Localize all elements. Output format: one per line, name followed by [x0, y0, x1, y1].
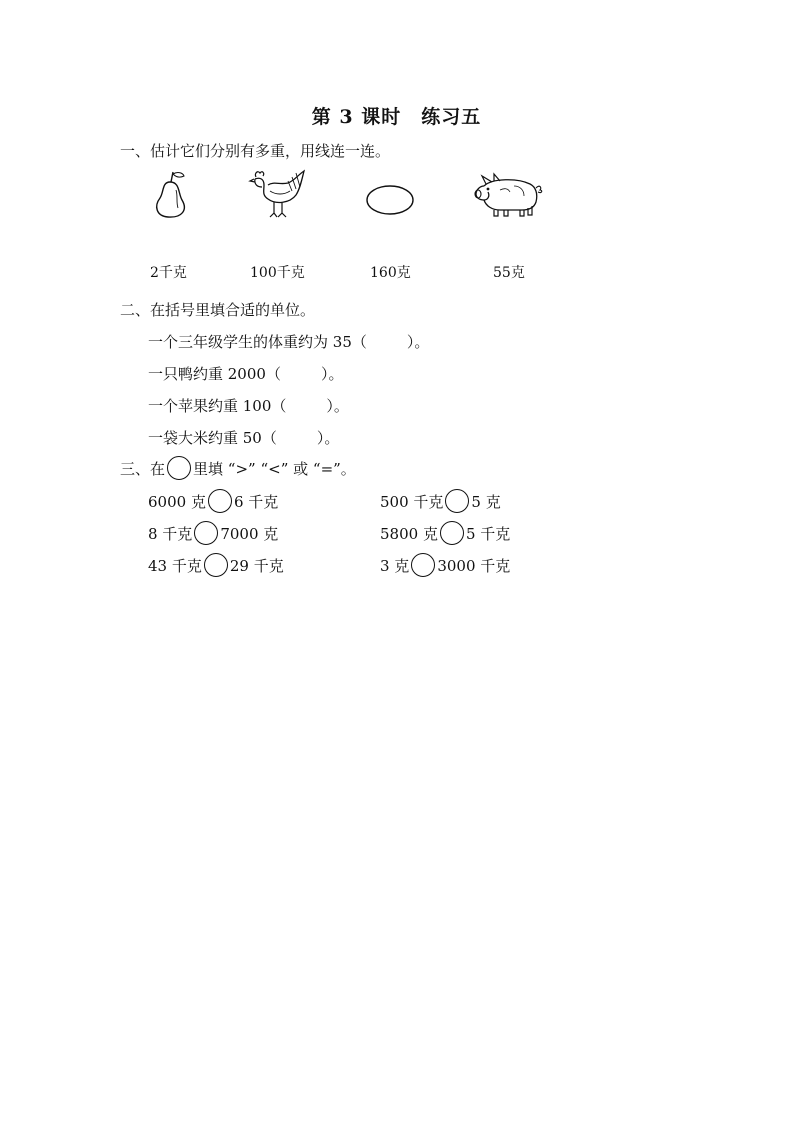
compare-left: 8 千克: [148, 525, 193, 543]
circle-icon: [167, 456, 191, 480]
answer-circle[interactable]: [440, 521, 464, 545]
fill-item: [148, 331, 429, 352]
pear-icon: [148, 168, 194, 220]
answer-circle[interactable]: [208, 489, 232, 513]
item-text: ）。: [320, 365, 344, 383]
compare-right: 5 克: [471, 493, 501, 511]
hen-icon: [246, 165, 310, 221]
compare-right: 29 千克: [229, 557, 284, 575]
compare-item: [380, 523, 510, 547]
answer-circle[interactable]: [194, 521, 218, 545]
weight-label: 160克: [370, 265, 411, 281]
weight-label: 100千克: [250, 265, 305, 281]
pig-icon: [470, 172, 546, 218]
item-text: ）。: [326, 397, 349, 415]
item-text: 一个苹果约重 100（: [148, 397, 287, 415]
answer-circle[interactable]: [445, 489, 469, 513]
fill-item: [148, 363, 343, 384]
compare-item: [148, 491, 278, 515]
compare-left: 5800 克: [380, 525, 438, 543]
weight-label: 2千克: [150, 265, 187, 281]
page-title: 第 3 课时 练习五: [311, 106, 482, 128]
compare-right: 7000 克: [220, 525, 279, 543]
heading-text: 里填 “>” “<” 或 “=”。: [193, 460, 356, 478]
compare-item: [380, 491, 501, 515]
compare-item: [148, 523, 278, 547]
section3-heading: [120, 458, 356, 482]
item-text: 一只鸭约重 2000（: [148, 365, 281, 383]
fill-item: [148, 395, 349, 416]
item-text: ）。: [316, 429, 340, 447]
compare-right: 5 千克: [465, 525, 511, 543]
compare-left: 3 克: [380, 557, 410, 575]
compare-right: 6 千克: [233, 493, 279, 511]
answer-circle[interactable]: [411, 553, 435, 577]
item-text: ）。: [406, 333, 430, 351]
fill-item: [148, 427, 339, 448]
section1-heading: 一、估计它们分别有多重，用线连一连。: [120, 142, 391, 160]
compare-left: 6000 克: [148, 493, 206, 511]
compare-item: [380, 555, 510, 579]
weight-label: 55克: [493, 265, 525, 281]
section2-heading: 二、在括号里填合适的单位。: [120, 301, 316, 319]
answer-circle[interactable]: [204, 553, 228, 577]
compare-item: [148, 555, 284, 579]
item-text: 一个三年级学生的体重约为 35（: [148, 333, 367, 351]
item-text: 一袋大米约重 50（: [148, 429, 277, 447]
compare-left: 500 千克: [380, 493, 444, 511]
heading-text: 三、在: [120, 460, 166, 478]
compare-right: 3000 千克: [437, 557, 511, 575]
egg-icon: [364, 182, 416, 218]
compare-left: 43 千克: [148, 557, 202, 575]
